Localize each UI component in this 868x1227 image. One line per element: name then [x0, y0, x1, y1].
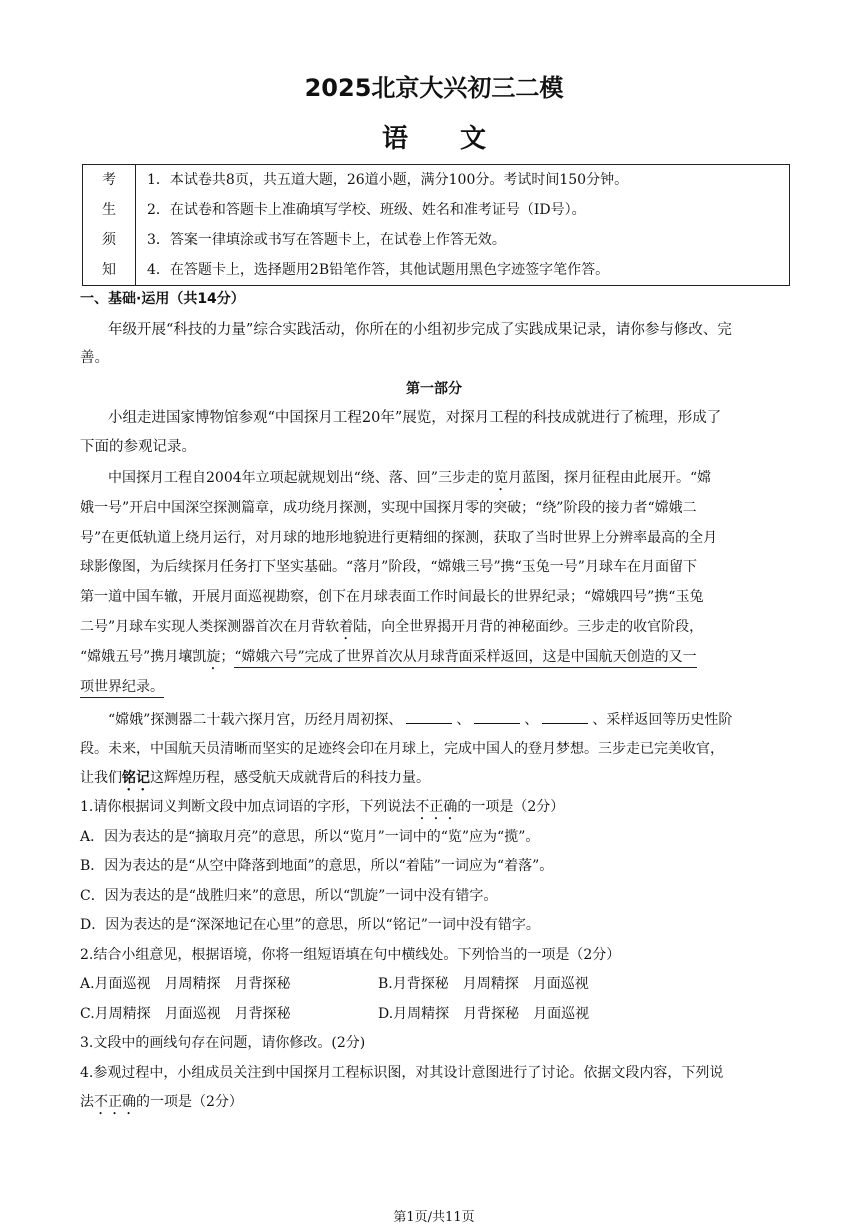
fill-blank — [406, 722, 452, 724]
passage-line: 第一道中国车辙，开展月面巡视勘察，创下在月球表面工作时间最长的世界纪录；“嫦娥四号”携“玉兔 — [80, 589, 704, 605]
notice-side-char: 生 — [102, 202, 116, 218]
underlined-sentence: 项世界纪录。 — [80, 679, 164, 698]
notice-side-char: 考 — [102, 172, 116, 188]
notice-row: 4．在答题卡上，选择题用2B铅笔作答，其他试题用黑色字迹签字笔作答。 — [147, 262, 610, 278]
option-a: A.月面巡视 月周精探 月背探秘 — [80, 976, 291, 992]
option-d: D.月周精探 月背探秘 月面巡视 — [378, 1006, 590, 1022]
section-intro-line: 年级开展“科技的力量”综合实践活动，你所在的小组初步完成了实践成果记录，请你参与修改、完 — [108, 322, 732, 338]
notice-side-label — [83, 165, 136, 285]
passage-line: “嫦娥”探测器二十载六探月宫，历经月周初探、 、 、 、采样返回等历史性阶 — [108, 712, 733, 728]
exam-notice-box — [82, 164, 790, 286]
lead-line: 下面的参观记录。 — [80, 439, 196, 455]
passage-line — [80, 676, 164, 696]
passage-line: 段。未来，中国航天员清晰而坚实的足迹终会印在月球上，完成中国人的登月梦想。三步走已完美收官， — [80, 741, 724, 757]
passage-line: 球影像图，为后续探月任务打下坚实基础。“落月”阶段，“嫦娥三号”携“玉兔一号”月球车在月面留下 — [80, 559, 697, 575]
question-stem: 3.文段中的画线句存在问题，请你修改。(2分) — [80, 1035, 366, 1051]
question-stem: 法不正确的一项是（2分） — [80, 1094, 243, 1110]
passage-line: “嫦娥五号”携月壤凯旋；“嫦娥六号”完成了世界首次从月球背面采样返回，这是中国航天创造的又一 — [80, 646, 697, 673]
subject-title: 语文 — [381, 124, 538, 154]
notice-row: 2．在试卷和答题卡上准确填写学校、班级、姓名和准考证号（ID号）。 — [147, 202, 586, 218]
question-stem: 2.结合小组意见，根据语境，你将一组短语填在句中横线处。下列恰当的一项是（2分） — [80, 947, 621, 963]
dotted-word: 不正确 — [415, 799, 458, 815]
option-c: C．因为表达的是“战胜归来”的意思，所以“凯旋”一词中没有错字。 — [80, 888, 498, 904]
passage-line: 号”在更低轨道上绕月运行，对月球的地形地貌进行更精细的探测，获取了当时世界上分辨率最高的全月 — [80, 530, 718, 546]
notice-side-char: 知 — [102, 262, 116, 278]
part-title: 第一部分 — [406, 381, 462, 397]
option-c: C.月周精探 月面巡视 月背探秘 — [80, 1006, 291, 1022]
fill-blank — [542, 722, 588, 724]
section-intro-line: 善。 — [80, 350, 109, 366]
passage-line: 二号”月球车实现人类探测器首次在月背软着陆，向全世界揭开月背的神秘面纱。三步走的收官阶段， — [80, 619, 704, 635]
passage-line: 娥一号”开启中国深空探测篇章，成功绕月探测，实现中国探月零的突破；“绕”阶段的接力者“嫦娥二 — [80, 500, 697, 516]
dotted-word: 旋 — [206, 649, 221, 665]
section-heading: 一、基础·运用（共14分） — [80, 291, 245, 307]
notice-row: 1．本试卷共8页，共五道大题，26道小题，满分100分。考试时间150分钟。 — [147, 172, 629, 188]
question-stem: 4.参观过程中，小组成员关注到中国探月工程标识图，对其设计意图进行了讨论。依据文段内容，下列说 — [80, 1065, 724, 1081]
passage-line: 让我们铭记这辉煌历程，感受航天成就背后的科技力量。 — [80, 770, 430, 786]
dotted-word: 览 — [493, 470, 508, 486]
exam-title: 2025北京大兴初三二模 — [304, 74, 564, 102]
passage-line: 中国探月工程自2004年立项起就规划出“绕、落、回”三步走的览月蓝图，探月征程由此展开。“嫦 — [108, 470, 712, 486]
option-d: D．因为表达的是“深深地记在心里”的意思，所以“铭记”一词中没有错字。 — [80, 917, 540, 933]
option-b: B．因为表达的是“从空中降落到地面”的意思，所以“着陆”一词应为“着落”。 — [80, 858, 554, 874]
dotted-word: 铭记 — [122, 770, 150, 786]
option-a: A．因为表达的是“摘取月亮”的意思，所以“览月”一词中的“览”应为“揽”。 — [80, 829, 540, 845]
dotted-word: 着 — [339, 619, 354, 635]
underlined-sentence: “嫦娥六号”完成了世界首次从月球背面采样返回，这是中国航天创造的又一 — [234, 649, 696, 668]
page-footer: 第1页/共11页 — [393, 1210, 475, 1225]
notice-row: 3．答案一律填涂或书写在答题卡上，在试卷上作答无效。 — [147, 232, 506, 248]
lead-line: 小组走进国家博物馆参观“中国探月工程20年”展览，对探月工程的科技成就进行了梳理，形成了 — [108, 410, 722, 426]
dotted-word: 不正确 — [94, 1094, 136, 1110]
fill-blank — [474, 722, 520, 724]
question-stem: 1.请你根据词义判断文段中加点词语的字形，下列说法不正确的一项是（2分） — [80, 799, 565, 815]
notice-side-char: 须 — [102, 232, 116, 248]
option-b: B.月背探秘 月周精探 月面巡视 — [378, 976, 589, 992]
